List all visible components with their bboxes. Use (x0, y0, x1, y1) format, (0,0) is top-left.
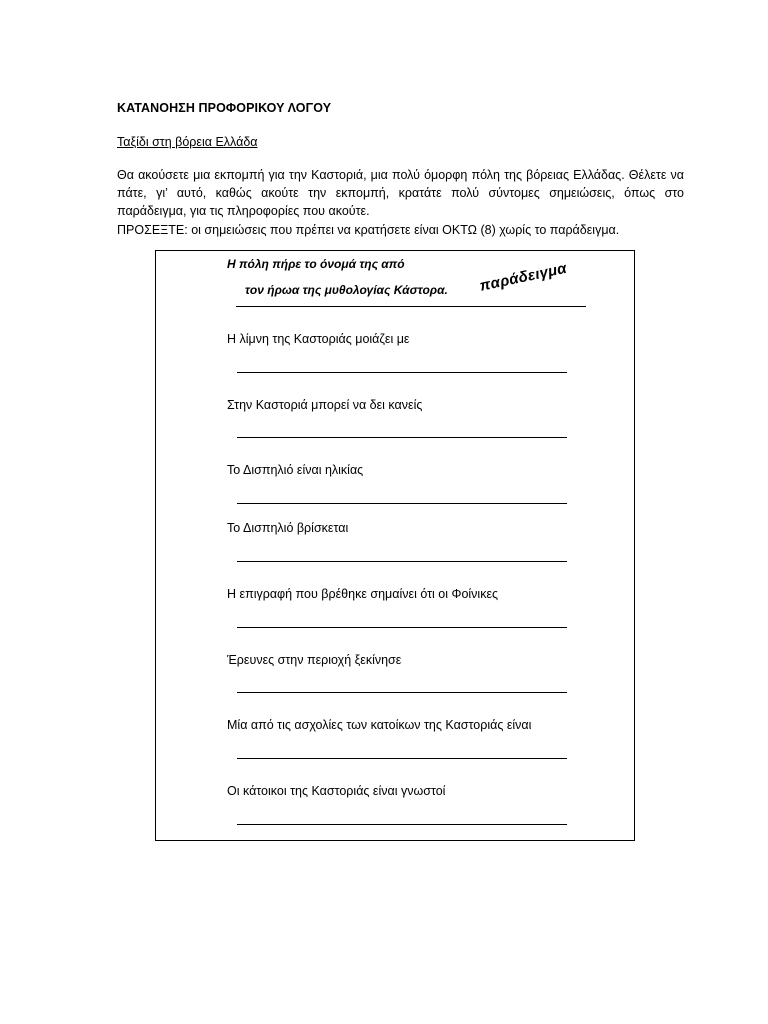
item-prompt-7: Μία από τις ασχολίες των κατοίκων της Καστοριάς είναι (227, 718, 532, 732)
answer-line-5[interactable] (237, 627, 567, 628)
item-prompt-1: Η λίμνη της Καστοριάς μοιάζει με (227, 332, 410, 346)
answer-line-4[interactable] (237, 561, 567, 562)
example-underline (236, 306, 586, 307)
answer-line-1[interactable] (237, 372, 567, 373)
item-prompt-4: Το Δισπηλιό βρίσκεται (227, 521, 349, 535)
page-title: ΚΑΤΑΝΟΗΣΗ ΠΡΟΦΟΡΙΚΟΥ ΛΟΓΟΥ (117, 101, 332, 115)
answer-line-7[interactable] (237, 758, 567, 759)
example-line-1: Η πόλη πήρε το όνομά της από (227, 257, 405, 271)
answer-line-6[interactable] (237, 692, 567, 693)
example-stamp: παράδειγμα (478, 259, 569, 295)
answer-line-8[interactable] (237, 824, 567, 825)
item-prompt-6: Έρευνες στην περιοχή ξεκίνησε (227, 653, 402, 667)
section-subtitle: Ταξίδι στη βόρεια Ελλάδα (117, 135, 258, 149)
intro-paragraph: Θα ακούσετε μια εκπομπή για την Καστοριά, μια πολύ όμορφη πόλη της βόρειας Ελλάδας. Θέλετε να πάτε, γι’ αυτό, καθώς ακούτε την εκπομπή, κρατάτε πολύ σύντομες σημειώσεις, όπως στο παράδειγμα, για τις πληροφορίες που ακούτε. (117, 168, 684, 218)
item-prompt-8: Οι κάτοικοι της Καστοριάς είναι γνωστοί (227, 784, 446, 798)
answer-line-2[interactable] (237, 437, 567, 438)
item-prompt-5: Η επιγραφή που βρέθηκε σημαίνει ότι οι Φοίνικες (227, 587, 499, 601)
instruction-note: ΠΡΟΣΕΞΤΕ: οι σημειώσεις που πρέπει να κρατήσετε είναι ΟΚΤΩ (8) χωρίς το παράδειγμα. (117, 223, 620, 237)
answer-line-3[interactable] (237, 503, 567, 504)
item-prompt-2: Στην Καστοριά μπορεί να δει κανείς (227, 398, 423, 412)
item-prompt-3: Το Δισπηλιό είναι ηλικίας (227, 463, 364, 477)
example-line-2: τον ήρωα της μυθολογίας Κάστορα. (245, 283, 448, 297)
